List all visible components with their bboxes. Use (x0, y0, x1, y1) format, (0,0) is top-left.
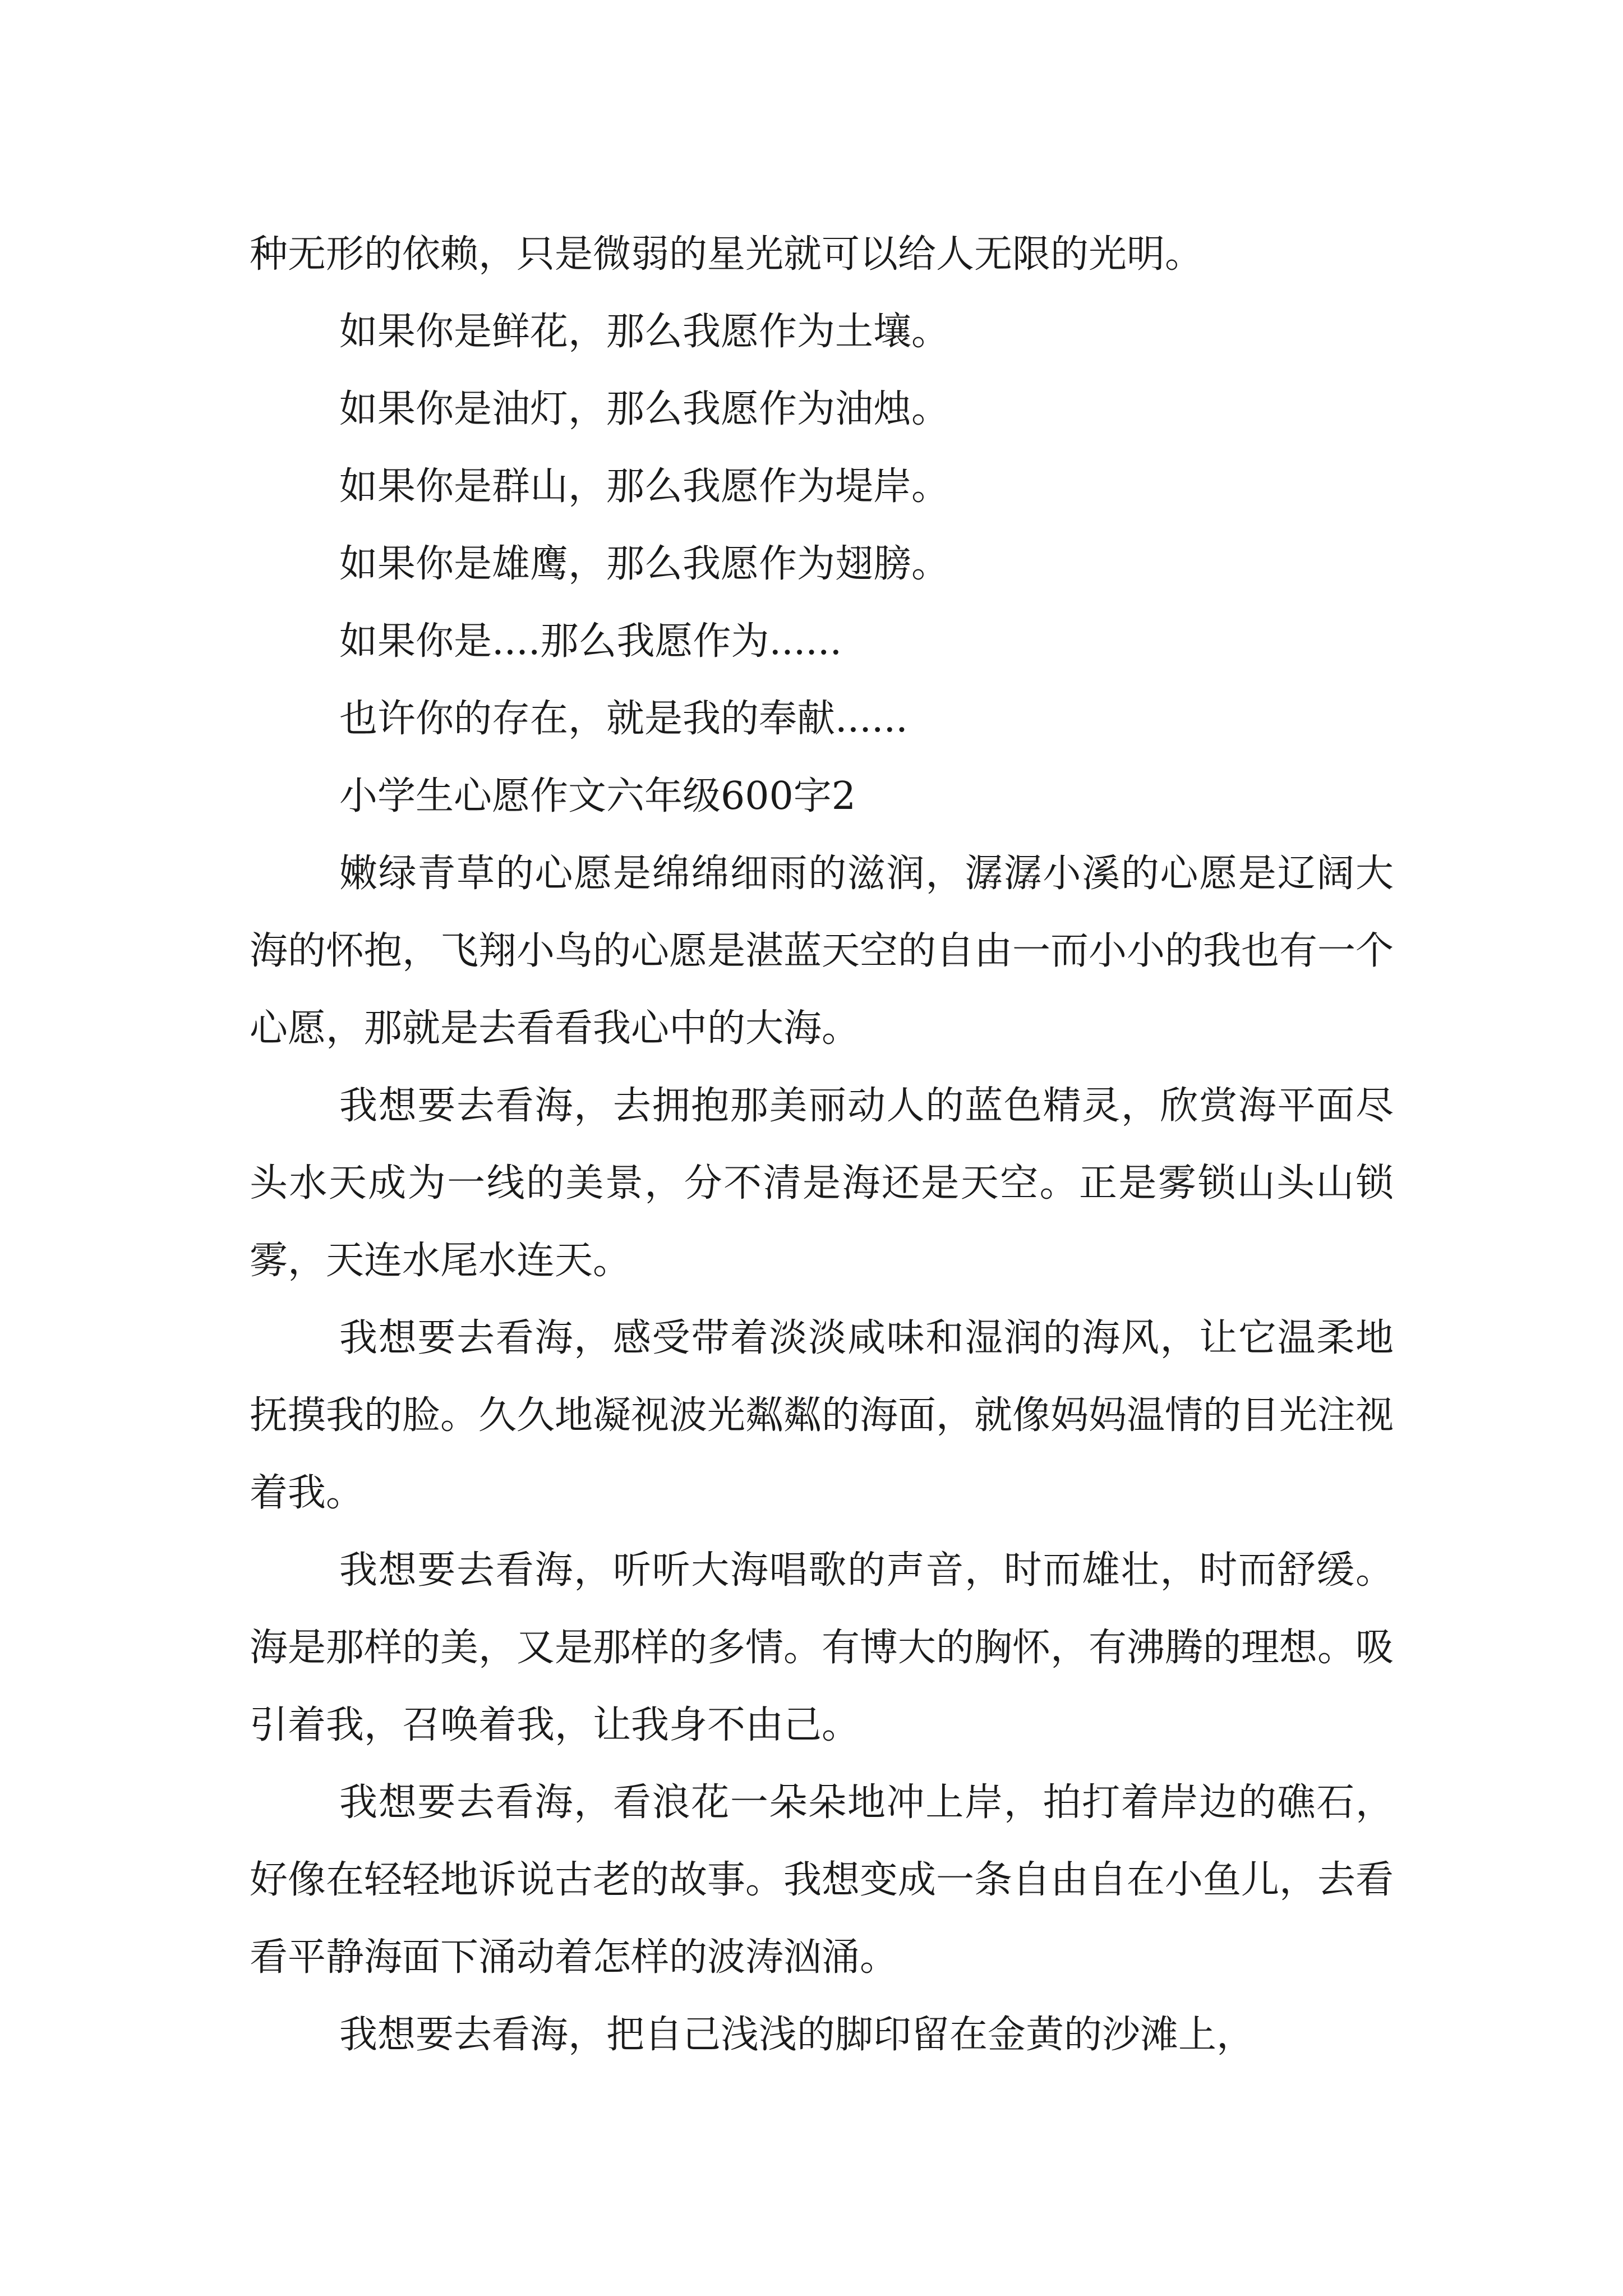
paragraph: 我想要去看海，去拥抱那美丽动人的蓝色精灵，欣赏海平面尽头水天成为一线的美景，分不清是海还是天空。正是雾锁山头山锁雾，天连水尾水连天。 (250, 1084, 1394, 1283)
paragraph: 如果你是油灯，那么我愿作为油烛。 (339, 387, 950, 431)
section-heading: 小学生心愿作文六年级600字2 (339, 774, 856, 818)
paragraph: 如果你是鲜花，那么我愿作为土壤。 (339, 310, 950, 354)
paragraph: 我想要去看海，看浪花一朵朵地冲上岸，拍打着岸边的礁石，好像在轻轻地诉说古老的故事。我想变成一条自由自在小鱼儿，去看看平静海面下涌动着怎样的波涛汹涌。 (250, 1780, 1394, 1980)
paragraph: 如果你是....那么我愿作为...... (339, 619, 842, 664)
paragraph: 嫩绿青草的心愿是绵绵细雨的滋润，潺潺小溪的心愿是辽阔大海的怀抱，飞翔小鸟的心愿是湛蓝天空的自由一而小小的我也有一个心愿，那就是去看看我心中的大海。 (250, 852, 1394, 1051)
paragraph: 如果你是雄鹰，那么我愿作为翅膀。 (339, 542, 950, 586)
paragraph: 种无形的依赖，只是微弱的星光就可以给人无限的光明。 (250, 232, 1204, 277)
paragraph: 也许你的存在，就是我的奉献...... (339, 697, 908, 741)
paragraph: 我想要去看海，感受带着淡淡咸味和湿润的海风，让它温柔地抚摸我的脸。久久地凝视波光粼粼的海面，就像妈妈温情的目光注视着我。 (250, 1316, 1394, 1515)
paragraph: 我想要去看海，把自己浅浅的脚印留在金黄的沙滩上， (339, 2013, 1255, 2057)
document-body (250, 216, 1394, 2074)
paragraph: 我想要去看海，听听大海唱歌的声音，时而雄壮，时而舒缓。海是那样的美，又是那样的多情。有博大的胸怀，有沸腾的理想。吸引着我，召唤着我，让我身不由己。 (250, 1548, 1394, 1747)
paragraph: 如果你是群山，那么我愿作为堤岸。 (339, 464, 950, 509)
